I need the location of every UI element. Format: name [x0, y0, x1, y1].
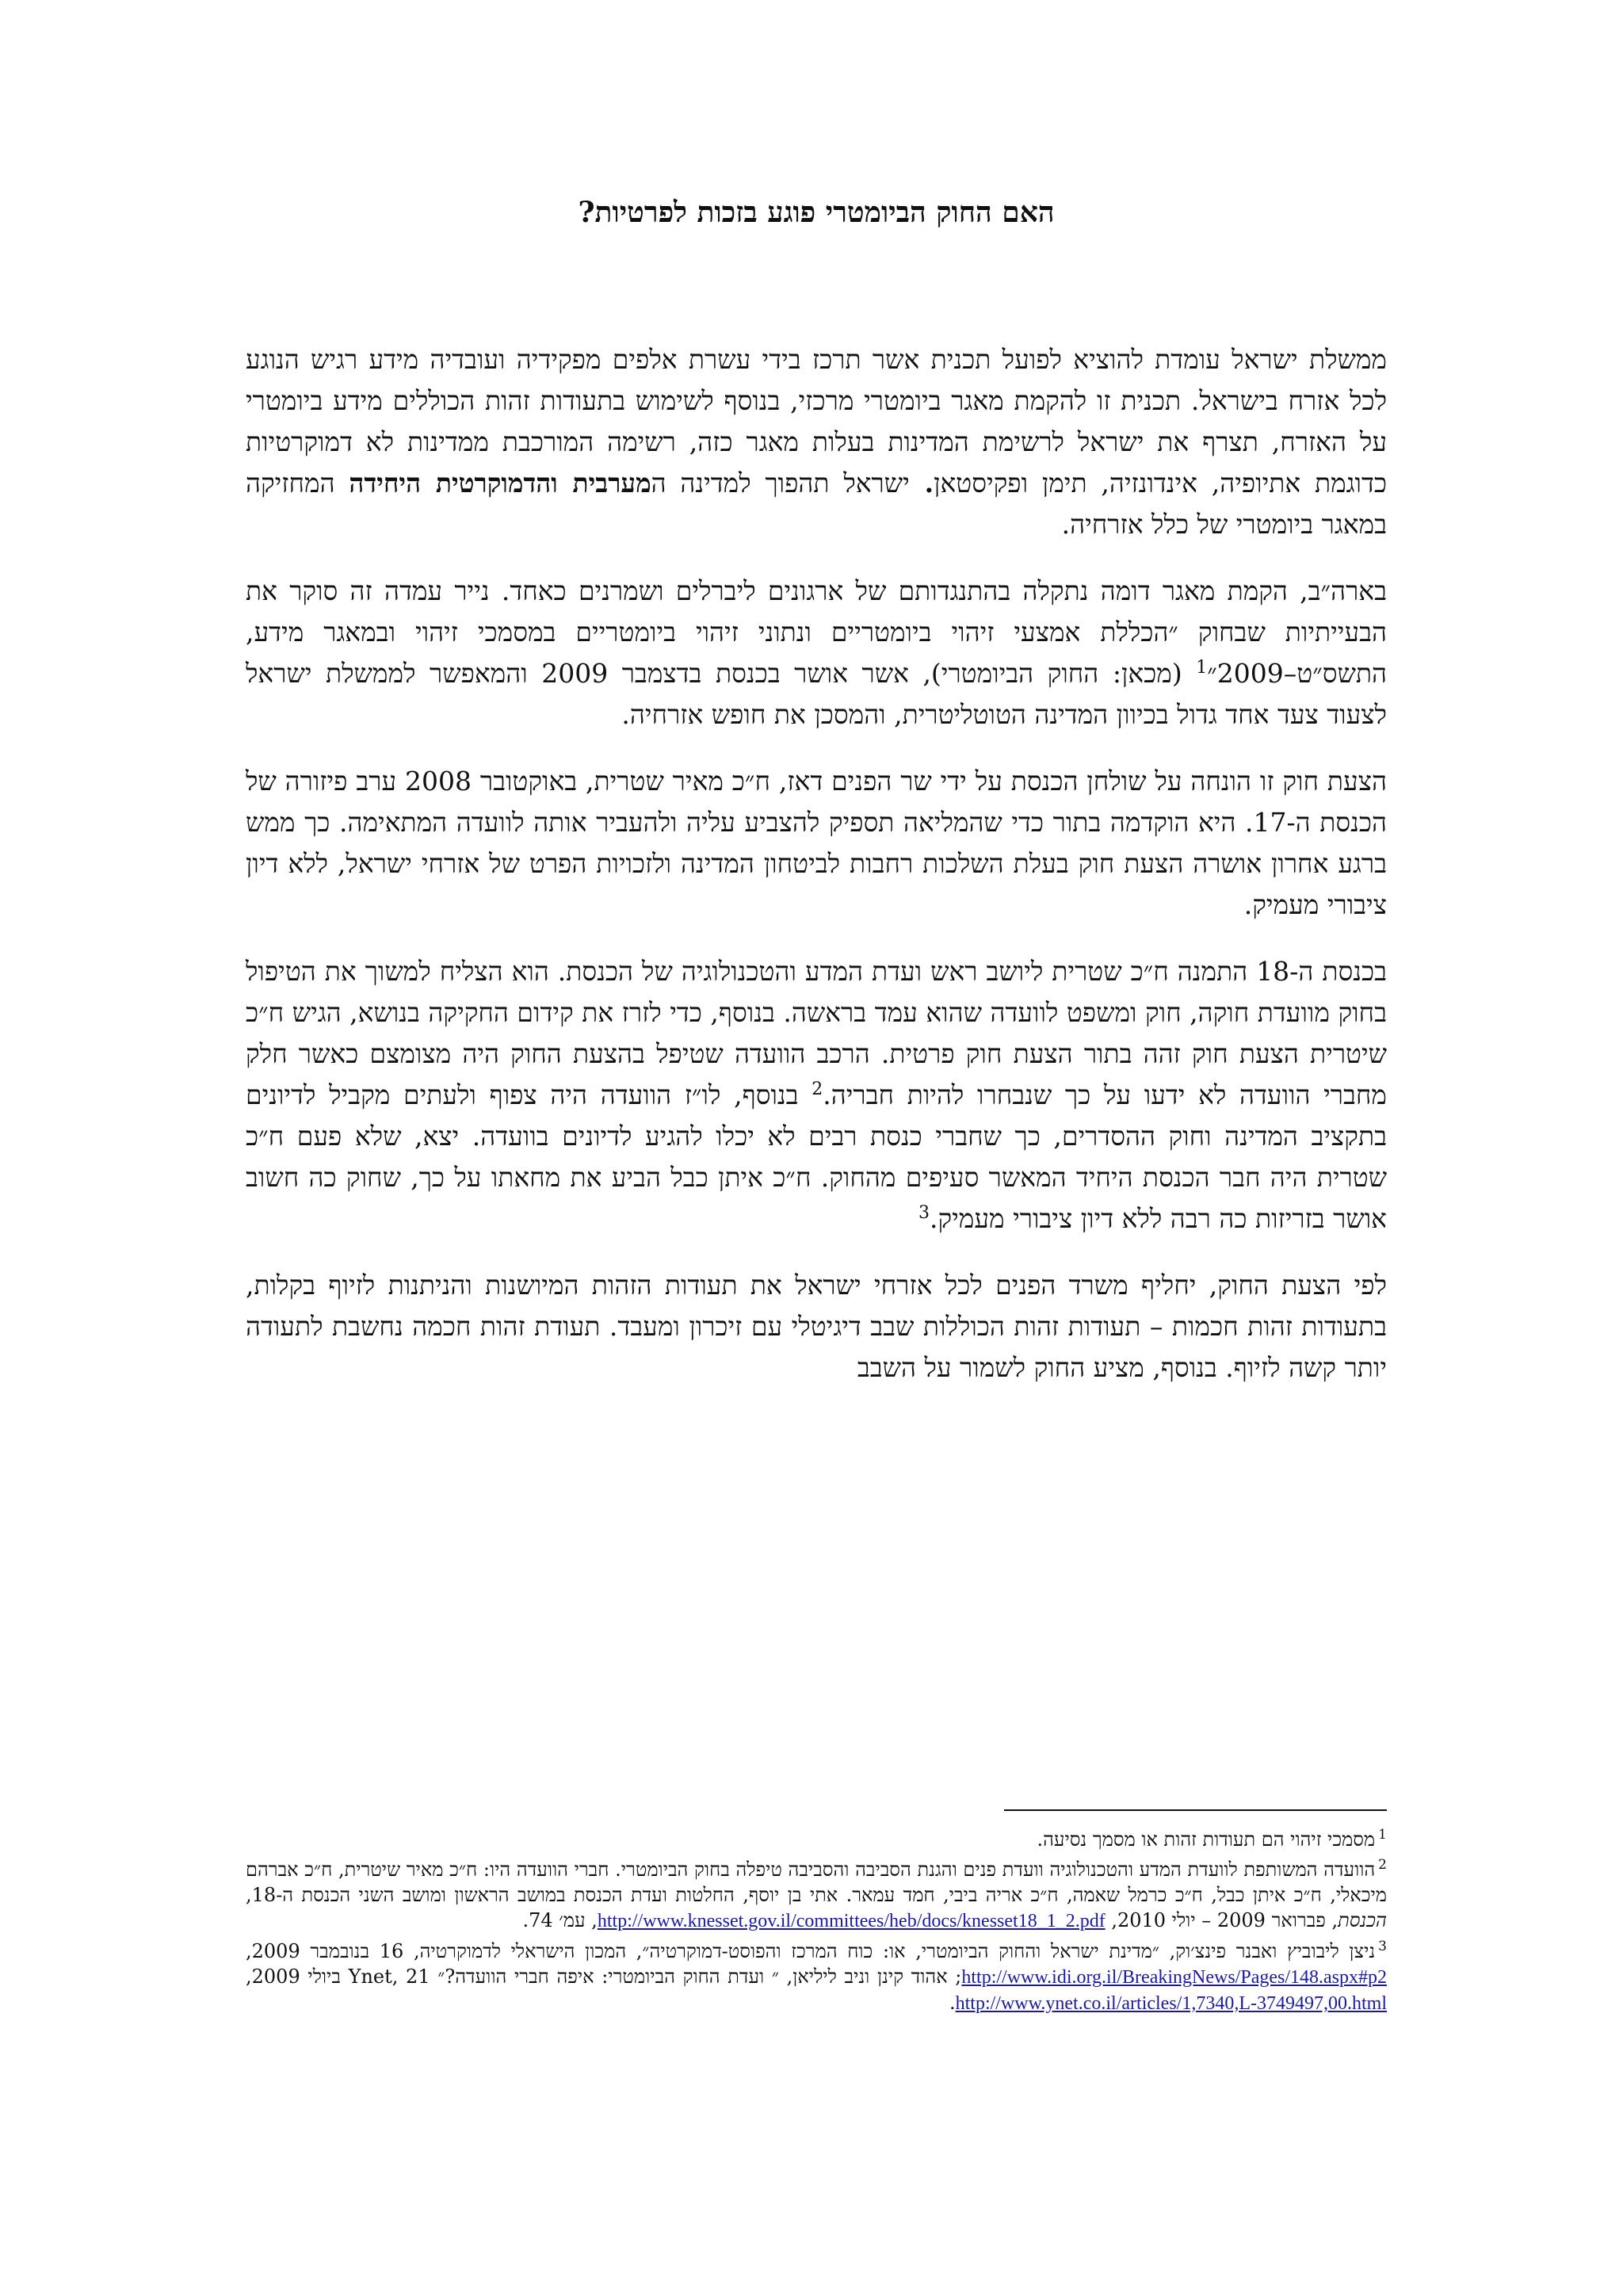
paragraph-2: [246, 571, 1387, 735]
paragraph-5: [246, 1265, 1387, 1389]
footnote-2-italic: הכנסת: [1338, 1909, 1387, 1931]
knesset-link[interactable]: http://www.knesset.gov.il/committees/heb/docs/knesset18_1_2.pdf: [597, 1911, 1106, 1931]
paragraph-1-bold: מערבית והדמוקרטית היחידה: [349, 468, 651, 499]
paragraph-5-text: לפי הצעת החוק, יחליף משרד הפנים לכל אזרחי ישראל את תעודות הזהות המיושנות והניתנות לזיוף בקלות, בתעודות זהות חכמות – תעודות זהות הכוללות שבב דיגיטלי עם זיכרון ומעבד. תעודת זהות חכמה נחשבת לתעודה יותר קשה לזיוף. בנוסף, מציע החוק לשמור על השבב: [246, 1270, 1387, 1383]
footnote-2: [246, 1857, 1387, 1934]
footnote-1: [246, 1827, 1387, 1852]
page-title: האם החוק הביומטרי פוגע בזכות לפרטיות?: [578, 196, 1055, 229]
footnote-3-text: ניצן ליבוביץ ואבנר פינצ׳וק, ״מדינת ישראל והחוק הביומטרי, או: כוח המרכז והפוסט-דמוקרטיה״, המכון הישראלי לדמוקרטיה, 16 בנובמבר 2009,: [246, 1940, 1376, 1962]
footnote-3-text-3: , 21 ביולי 2009,: [246, 1966, 430, 1988]
footnote-2-number: 2: [1378, 1857, 1387, 1873]
ynet-label: Ynet: [348, 1966, 392, 1988]
footnote-ref-1[interactable]: 1: [1196, 658, 1208, 678]
footnote-2-text: הוועדה המשותפת לוועדת המדע והטכנולוגיה וועדת פנים והגנת הסביבה והסביבה טיפלה בחוק הביומטרי. חברי הוועדה היו: ח״כ מאיר שיטרית, ח״כ אברהם מיכאלי, ח״כ איתן כבל, ח״כ כרמל שאמה, ח״כ אריה ביבי, חמד עמאר. אתי בן יוסף, החלטות ועדת הכנסת במושב הראשון ומושב השני הכנסת ה-18,: [246, 1859, 1387, 1906]
paragraph-1-text: ממשלת ישראל עומדת להוציא לפועל תכנית אשר תרכז בידי עשרת אלפים מפקידיה ועובדיה מידע רגיש הנוגע לכל אזרח בישראל. תכנית זו להקמת מאגר ביומטרי מרכזי, בנוסף לשימוש בתעודות זהות הכוללים מידע ביומטרי על האזרח, תצרף את ישראל לרשימת המדינות בעלות מאגר כזה, רשימה המורכבת ממדינות לא דמוקרטיות כדוגמת אתיופיה, אינדונזיה, תימן ופקיסטאן: [246, 344, 1388, 499]
footnote-3-text-4: .: [949, 1992, 956, 2014]
footnote-2-text-3: , עמ׳ 74.: [522, 1909, 598, 1931]
footnote-3: [246, 1939, 1387, 2016]
paragraph-4-text-2: בנוסף, לו״ז הוועדה היה צפוף ולעתים מקביל לדיונים בתקציב המדינה וחוק ההסדרים, כך שחברי כנסת רבים לא יכלו להגיע לדיונים בוועדה. יצא, שלא פעם ח״כ שטרית היה חבר הכנסת היחיד המאשר סעיפים מהחוק. ח״כ איתן כבל הביע את מחאתו על כך, שחוק כה חשוב אושר בזריזות כה רבה ללא דיון ציבורי מעמיק.: [246, 1079, 1387, 1234]
paragraph-1: [246, 339, 1387, 545]
footnotes: [246, 1827, 1387, 2021]
footnote-2-text-2: , פברואר 2009 – יולי 2010,: [1105, 1909, 1338, 1931]
paragraph-1-text-2: ישראל תהפוך למדינה ה: [651, 468, 910, 499]
paragraph-1-period: .: [909, 468, 934, 499]
footnote-3-number: 3: [1378, 1939, 1387, 1954]
footnote-1-number: 1: [1378, 1827, 1387, 1843]
footnote-3-text-2: ; אהוד קינן וניב ליליאן, ״ ועדת החוק הביומטרי: איפה חברי הוועדה?״: [430, 1966, 962, 1988]
paragraph-3: [246, 761, 1387, 926]
footnote-1-text: מסמכי זיהוי הם תעודות זהות או מסמך נסיעה.: [1037, 1828, 1376, 1851]
paragraph-4: [246, 951, 1387, 1240]
paragraph-2-text: בארה״ב, הקמת מאגר דומה נתקלה בהתנגדותם של ארגונים ליברלים ושמרנים כאחד. נייר עמדה זה סוקר את הבעייתיות שבחוק ״הכללת אמצעי זיהוי ביומטריים ונתוני זיהוי ביומטריים במסמכי זיהוי ובמאגר מידע, התשס״ט–2009״: [246, 575, 1387, 689]
paragraph-4-text: בכנסת ה-18 התמנה ח״כ שטרית ליושב ראש ועדת המדע והטכנולוגיה של הכנסת. הוא הצליח למשוך את הטיפול בחוק מוועדת חוקה, חוק ומשפט לוועדה שהוא עמד בראשה. בנוסף, כדי לזרז את קידום החקיקה בנושא, הגיש ח״כ שיטרית הצעת חוק זהה בתור הצעת חוק פרטית. הרכב הוועדה שטיפל בהצעת החוק היה מצומצם כאשר חלק מחברי הוועדה לא ידעו על כך שנבחרו להיות חבריה.: [246, 956, 1387, 1110]
idi-link[interactable]: http://www.idi.org.il/BreakingNews/Pages/148.aspx#p2: [961, 1967, 1387, 1988]
paragraph-2-text-2: (מכאן: החוק הביומטרי), אשר אושר בכנסת בדצמבר 2009 והמאפשר לממשלת ישראל לצעוד צעד אחד גדול בכיוון המדינה הטוטליטרית, והמסכן את חופש אזרחיה.: [246, 658, 1387, 730]
footnote-divider: [1004, 1809, 1387, 1811]
ynet-link[interactable]: http://www.ynet.co.il/articles/1,7340,L-3749497,00.html: [955, 1993, 1387, 2014]
footnote-ref-2[interactable]: 2: [812, 1079, 823, 1099]
paragraph-3-text: הצעת חוק זו הונחה על שולחן הכנסת על ידי שר הפנים דאז, ח״כ מאיר שטרית, באוקטובר 2008 ערב פיזורה של הכנסת ה-17. היא הוקדמה בתור כדי שהמליאה תספיק להצביע עליה ולהעביר אותה לוועדה המתאימה. כך ממש ברגע אחרון אושרה הצעת חוק בעלת השלכות רחבות לביטחון המדינה ולזכויות הפרט של אזרחי ישראל, ללא דיון ציבורי מעמיק.: [246, 766, 1387, 920]
paragraph-1-text-3: המחזיקה במאגר ביומטרי של כלל אזרחיה.: [246, 468, 1387, 540]
body-text: [246, 339, 1387, 1414]
footnote-ref-3[interactable]: 3: [918, 1203, 930, 1223]
